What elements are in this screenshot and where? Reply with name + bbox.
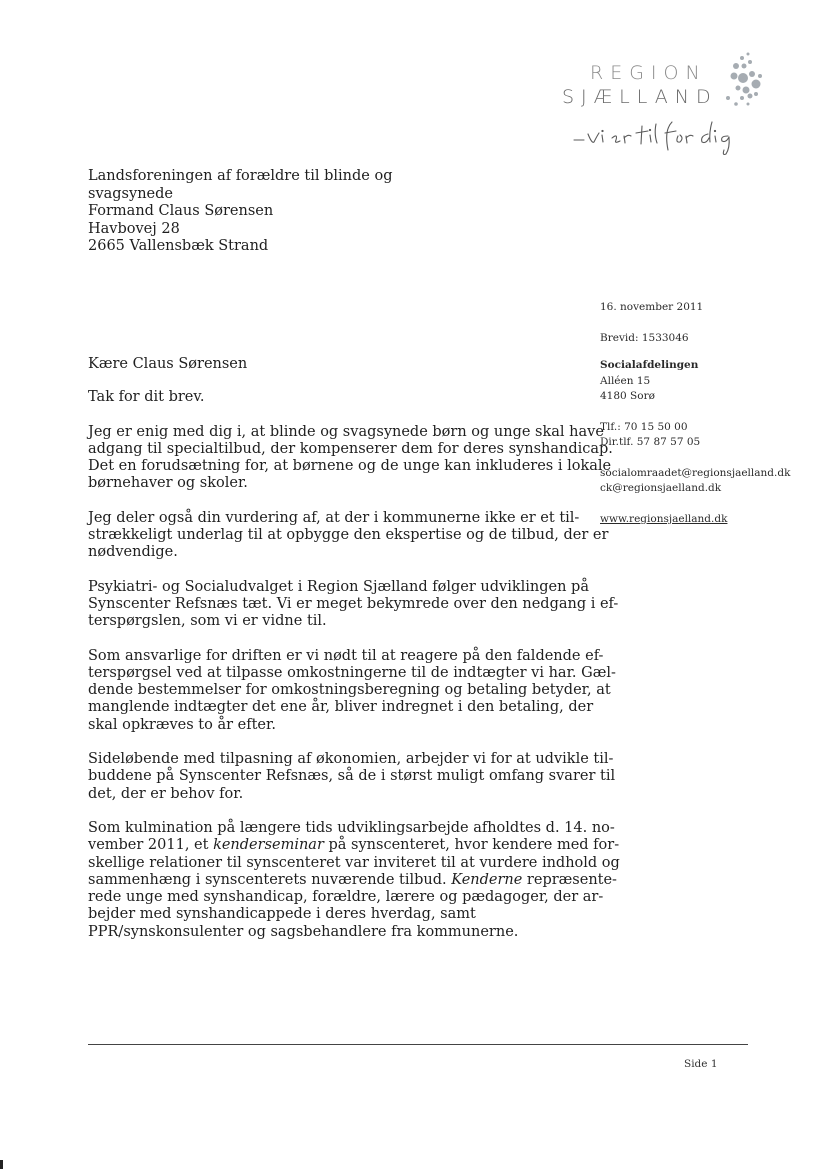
website-link[interactable]: www.regionsjaelland.dk bbox=[600, 512, 728, 525]
logo-text-region: REGION bbox=[590, 62, 707, 84]
department-city: 4180 Sorø bbox=[600, 390, 655, 402]
logo-dots-icon bbox=[716, 50, 776, 120]
paragraph-3: Jeg deler også din vurdering af, at der i kommunerne ikke er et til- strækkeligt underlag til at opbygge den ekspertise og de tilbud, der er nødvendige. bbox=[88, 509, 609, 561]
recipient-line: Formand Claus Sørensen bbox=[88, 203, 274, 219]
footer-divider bbox=[88, 1044, 748, 1045]
letter-id: Brevid: 1533046 bbox=[600, 331, 689, 344]
phone-number: Tlf.: 70 15 50 00 bbox=[600, 420, 688, 433]
direct-phone-number: Dir.tlf. 57 87 57 05 bbox=[600, 436, 701, 448]
recipient-line: 2665 Vallensbæk Strand bbox=[88, 238, 269, 254]
email-address-main: socialomraadet@regionsjaelland.dk bbox=[600, 466, 791, 479]
logo-text-sjaelland: SJÆLLAND bbox=[562, 86, 718, 108]
paragraph-7: Som kulmination på længere tids udviklingsarbejde afholdtes d. 14. no- vember 2011, et kenderseminar på synscenteret, hvor kendere med for- skellige relationer til synscenteret var inviteret til at vurdere indhold og sammenhæng i synscenterets nuværende tilbud. Kenderne repræsente- rede unge med synshandicap, forældre, lærere og pædagoger, der ar- bejder med synshandicappede i deres hverdag, samt PPR/synskonsulenter og sagsbehandlere fra kommunerne. bbox=[88, 819, 620, 940]
emphasis-kenderseminar: kenderseminar bbox=[213, 837, 324, 854]
page-number: Side 1 bbox=[684, 1058, 718, 1070]
paragraph-2: Jeg er enig med dig i, at blinde og svagsynede børn og unge skal have adgang til specialtilbud, der kompenserer dem for deres synshandicap. Det en forudsætning for, at børnene og de unge kan inkluderes i lokale børnehaver og skoler. bbox=[88, 423, 613, 492]
emphasis-kenderne: Kenderne bbox=[451, 871, 523, 888]
recipient-line: Havbovej 28 bbox=[88, 220, 180, 237]
recipient-address bbox=[88, 168, 418, 256]
recipient-line: svagsynede bbox=[88, 185, 173, 202]
recipient-line: Landsforeningen af forældre til blinde og bbox=[88, 168, 393, 184]
letter-date: 16. november 2011 bbox=[600, 301, 704, 313]
logo-tagline-signature bbox=[572, 118, 742, 158]
email-address-contact: ck@regionsjaelland.dk bbox=[600, 482, 722, 494]
salutation: Kære Claus Sørensen bbox=[88, 356, 248, 372]
department-street: Alléen 15 bbox=[600, 374, 651, 387]
region-sjaelland-logo bbox=[540, 50, 780, 160]
scan-artifact bbox=[0, 1160, 3, 1169]
paragraph-4: Psykiatri- og Socialudvalget i Region Sjælland følger udviklingen på Synscenter Refsnæs tæt. Vi er meget bekymrede over den nedgang i ef- terspørgslen, som vi er vidne til. bbox=[88, 578, 619, 630]
letter-body bbox=[88, 356, 620, 958]
paragraph-6: Sideløbende med tilpasning af økonomien, arbejder vi for at udvikle til- buddene på Synscenter Refsnæs, så de i størst muligt omfang svarer til det, der er behov for. bbox=[88, 751, 616, 802]
department-name: Socialafdelingen bbox=[600, 359, 699, 371]
paragraph-5: Som ansvarlige for driften er vi nødt til at reagere på den faldende ef- terspørgsel ved at tilpasse omkostningerne til de indtægter vi har. Gæl- dende bestemmelser for omkostningsberegning og betaling betyder, at manglende indtægter det ene år, bliver indregnet i den betaling, der skal opkræves to år efter. bbox=[88, 647, 616, 733]
sender-info-sidebar bbox=[600, 300, 800, 527]
paragraph-1: Tak for dit brev. bbox=[88, 389, 205, 406]
